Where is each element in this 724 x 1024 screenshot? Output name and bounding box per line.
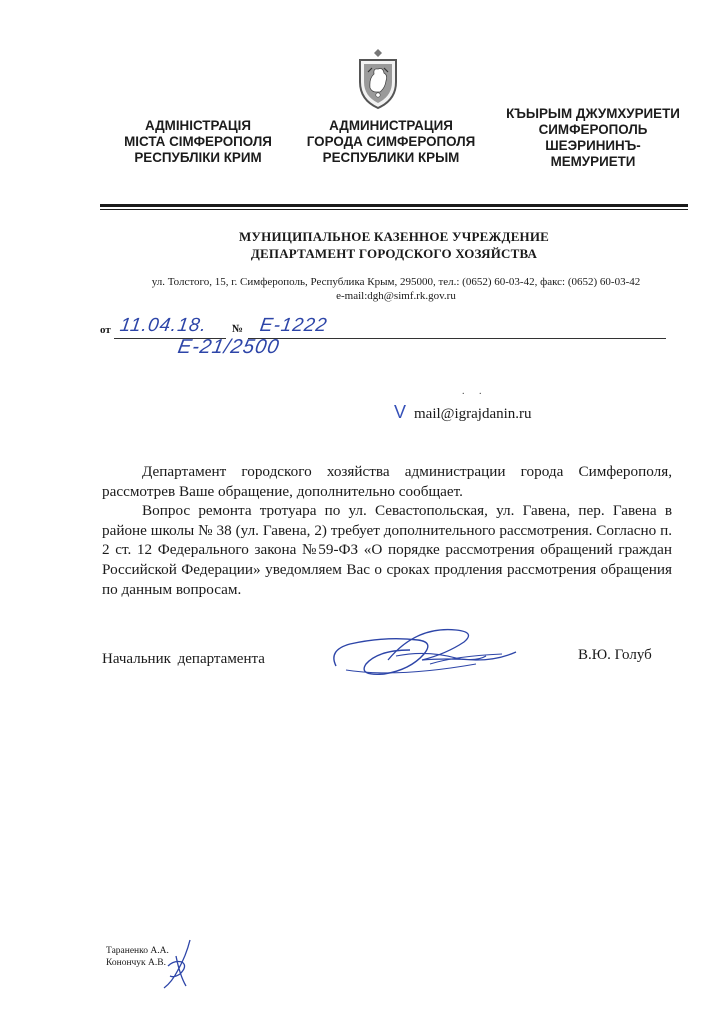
number-label: № (232, 323, 244, 335)
executor-1: Тараненко А.А. (106, 946, 169, 956)
address-email: e-mail:dgh@simf.rk.gov.ru (336, 290, 456, 302)
organization-line2: ДЕПАРТАМЕНТ ГОРОДСКОГО ХОЗЯЙСТВА (250, 246, 538, 261)
recipient-email: mail@igrajdanin.ru (414, 406, 532, 422)
number-underline (248, 338, 666, 339)
signatory-name: В.Ю. Голуб (578, 647, 652, 663)
coat-of-arms-icon (356, 48, 400, 110)
header-ua-line3: РЕСПУБЛІКИ КРИМ (134, 150, 262, 165)
handwritten-number: Е-1222 (258, 315, 329, 336)
header-ru-line3: РЕСПУБЛИКИ КРЫМ (322, 150, 460, 165)
signature-icon (326, 620, 522, 684)
organization-line1: МУНИЦИПАЛЬНОЕ КАЗЕННОЕ УЧРЕЖДЕНИЕ (238, 229, 550, 244)
organization-name (100, 228, 688, 262)
dots-mark: . . (462, 386, 488, 397)
header-cr-line1: КЪЫРЫМ ДЖУМХУРИЕТИ (506, 106, 680, 121)
checkmark-icon: V (394, 402, 407, 422)
header-russian (288, 118, 494, 166)
executor-2: Конончук А.В. (106, 958, 166, 968)
address-line1: ул. Толстого, 15, г. Симферополь, Республика Крым, 295000, тел.: (0652) 60-03-42, факс: (0652) 60-03-42 (151, 276, 641, 288)
from-label: от (100, 324, 111, 336)
header-crimean-tatar (496, 106, 690, 170)
letter-body (102, 462, 672, 599)
header-cr-line3: ШЕЭРИНИНЪ- (545, 138, 641, 153)
header-ukrainian (98, 118, 298, 166)
header-ru-line1: АДМИНИСТРАЦИЯ (329, 118, 453, 133)
header-ua-line2: МІСТА СІМФЕРОПОЛЯ (124, 134, 272, 149)
body-paragraph-2: Вопрос ремонта тротуара по ул. Севастопольская, ул. Гавена, пер. Гавена в районе школы № 38 (ул. Гавена, 2) требует дополнительного рассмотрения. Согласно п. 2 ст. 12 Федерального закона №59-ФЗ «О порядке рассмотрения обращений граждан Российской Федерации» уведомляем Вас о сроках продления рассмотрения обращения по данным вопросам. (102, 502, 672, 598)
header-divider-thick (100, 204, 688, 207)
body-paragraph-1: Департамент городского хозяйства администрации города Симферополя, рассмотрев Ваше обращение, дополнительно сообщает. (102, 463, 672, 500)
organization-address (96, 275, 696, 303)
header-ua-line1: АДМІНІСТРАЦІЯ (144, 118, 252, 133)
header-divider-thin (100, 209, 688, 210)
handwritten-reference: Е-21/2500 (176, 336, 282, 358)
header-cr-line4: МЕМУРИЕТИ (550, 154, 636, 169)
recipient-address (394, 402, 532, 423)
header-cr-line2: СИМФЕРОПОЛЬ (538, 122, 648, 137)
outgoing-reference (100, 315, 670, 368)
initials-icon (160, 936, 194, 992)
header-ru-line2: ГОРОДА СИМФЕРОПОЛЯ (306, 134, 476, 149)
handwritten-date: 11.04.18. (118, 315, 209, 336)
signatory-title: Начальник департамента (102, 651, 265, 667)
